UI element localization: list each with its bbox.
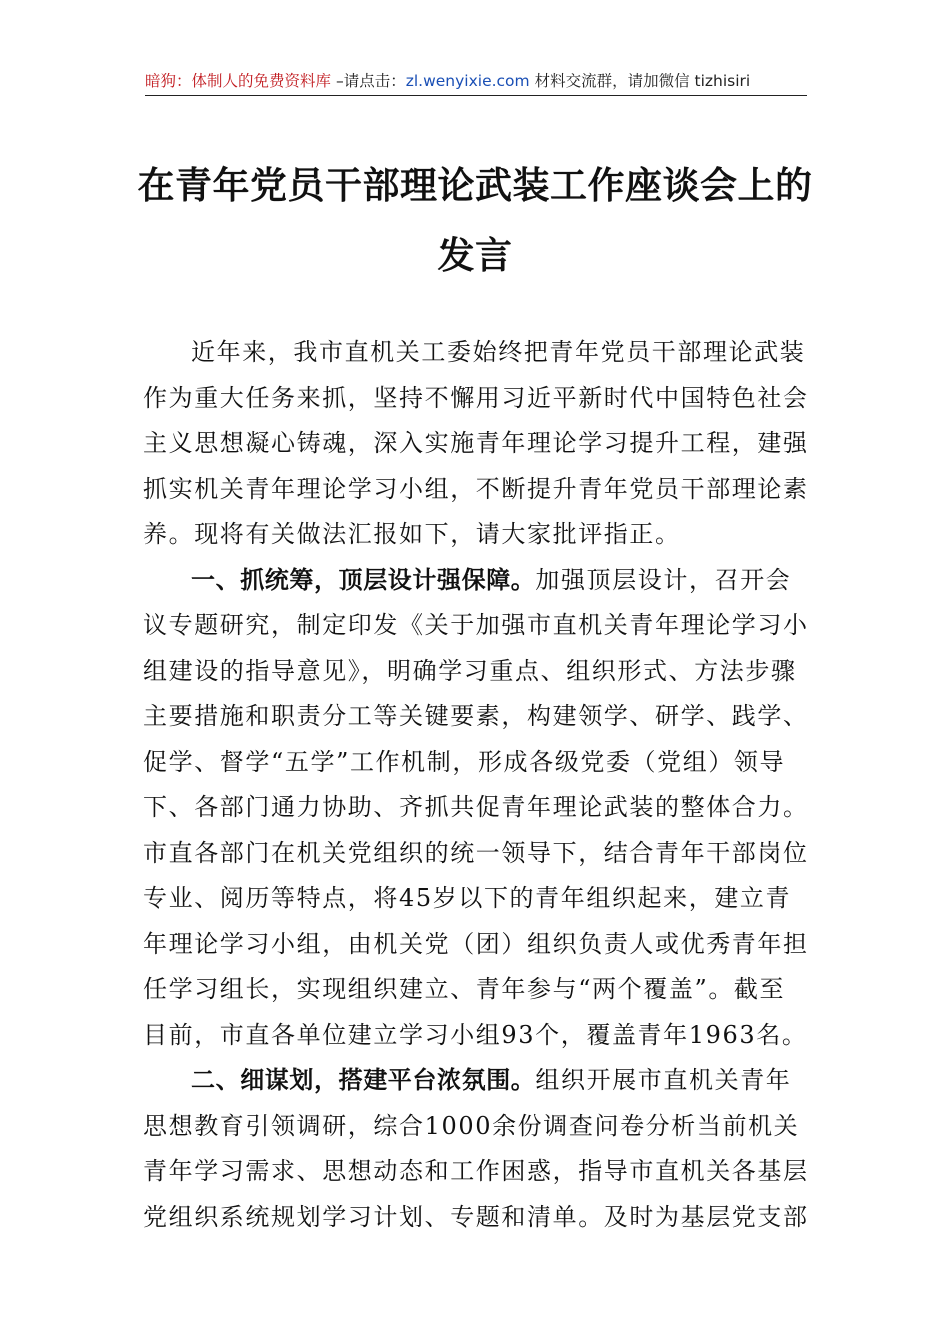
document-title: [100, 150, 850, 290]
paragraph-2-line: 任学习组长，实现组织建立、青年参与“两个覆盖”。截至: [143, 975, 786, 1003]
paragraph-2-line: 年理论学习小组，由机关党（团）组织负责人或优秀青年担: [143, 929, 809, 958]
paragraph-3-lead: 组织开展市直机关青年: [535, 1066, 792, 1094]
paragraph-2-line: 议专题研究，制定印发《关于加强市直机关青年理论学习小: [143, 611, 809, 639]
paragraph-2-lead: 加强顶层设计，召开会: [535, 565, 792, 594]
paragraph-1-line: 作为重大任务来抓，坚持不懈用习近平新时代中国特色社会: [143, 383, 809, 412]
header-link[interactable]: zl.wenyixie.com: [405, 72, 530, 90]
paragraph-2-line: 下、各部门通力协助、齐抓共促青年理论武装的整体合力。: [143, 793, 809, 821]
header-banner: [145, 68, 805, 94]
paragraph-3-line: 青年学习需求、思想动态和工作困惑，指导市直机关各基层: [143, 1157, 809, 1185]
section-1-heading: 一、抓统筹，顶层设计强保障。: [191, 565, 536, 594]
paragraph-2-line: 专业、阅历等特点，将45岁以下的青年组织起来，建立青: [143, 884, 792, 912]
paragraph-2-line: 组建设的指导意见》，明确学习重点、组织形式、方法步骤: [143, 656, 797, 685]
header-divider: [145, 95, 807, 96]
header-site-name: 暗狗：体制人的免费资料库: [145, 72, 332, 90]
document-body: [143, 330, 811, 1240]
header-click-prompt: –请点击：: [331, 72, 406, 90]
paragraph-1-line: 近年来，我市直机关工委始终把青年党员干部理论武装: [191, 338, 806, 366]
section-2-heading: 二、细谋划，搭建平台浓氛围。: [191, 1066, 536, 1094]
header-contact: 材料交流群，请加微信 tizhisiri: [529, 72, 751, 90]
title-line-2: 发言: [437, 233, 513, 277]
paragraph-3-line: 思想教育引领调研，综合1000余份调查问卷分析当前机关: [143, 1111, 800, 1140]
paragraph-2-line: 市直各部门在机关党组织的统一领导下，结合青年干部岗位: [143, 838, 809, 867]
paragraph-1-line: 养。现将有关做法汇报如下，请大家批评指正。: [143, 520, 681, 548]
paragraph-2-line: 目前，市直各单位建立学习小组93个，覆盖青年1963名。: [143, 1020, 808, 1049]
paragraph-3-line: 党组织系统规划学习计划、专题和清单。及时为基层党支部: [143, 1202, 809, 1231]
paragraph-1-line: 主义思想凝心铸魂，深入实施青年理论学习提升工程，建强: [143, 429, 809, 457]
paragraph-2-line: 主要措施和职责分工等关键要素，构建领学、研学、践学、: [143, 702, 809, 730]
paragraph-2-line: 促学、督学“五学”工作机制，形成各级党委（党组）领导: [143, 747, 786, 776]
paragraph-2-first-line: [143, 558, 811, 604]
paragraph-1-line: 抓实机关青年理论学习小组，不断提升青年党员干部理论素: [143, 474, 809, 503]
paragraph-3-first-line: [143, 1058, 811, 1104]
title-line-1: 在青年党员干部理论武装工作座谈会上的: [137, 163, 813, 207]
